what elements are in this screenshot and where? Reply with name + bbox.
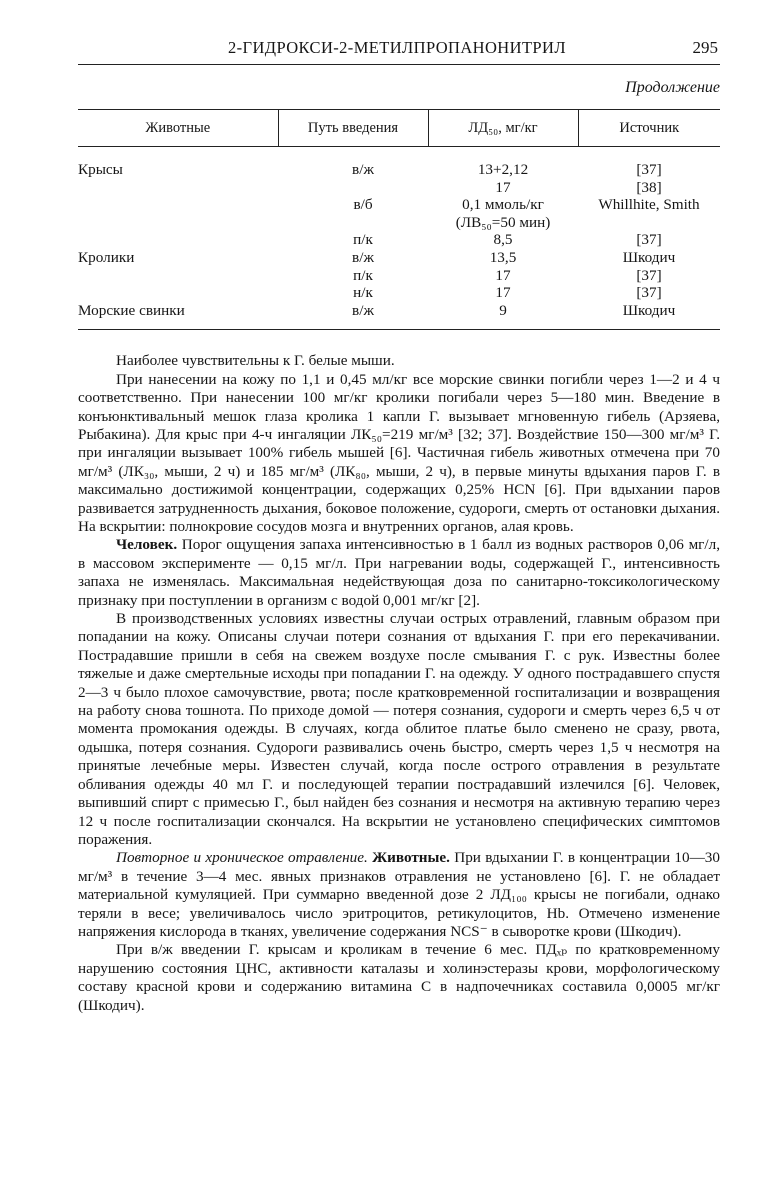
paragraph-text: Порог ощущения запаха интенсивностью в 1 балл из водных растворов 0,06 мг/л, в массовом эксперименте — 0,15 мг/л. При нагревании воды, содержащей Г., интенсивность запаха не изменялась. Максимальная недействующая доза по санитарно-токсикологическому признаку при поступлении в организм с водой 0,001 мг/кг [2]. xyxy=(78,536,720,609)
cell-ld50: (ЛВ₅₀=50 мин) xyxy=(455,213,551,231)
cell-source: [37] xyxy=(636,284,662,302)
cell-ld50: 17 xyxy=(495,266,511,284)
table-row xyxy=(78,302,720,330)
book-page xyxy=(78,34,720,1015)
cell-source: Шкодич xyxy=(622,248,676,266)
cell-animal xyxy=(78,267,278,285)
table-row xyxy=(78,196,720,214)
toxicity-table xyxy=(78,109,720,330)
cell-animal: Морские свинки xyxy=(78,301,185,319)
table-row xyxy=(78,179,720,197)
column-header-source: Источник xyxy=(578,110,720,147)
cell-source xyxy=(578,214,720,232)
paragraph xyxy=(78,536,720,610)
paragraph: При нанесении на кожу по 1,1 и 0,45 мл/кг все морские свинки погибли через 1—2 и 4 ч соответственно. При нанесении 100 мг/кг кролики погибали через 5—180 мин. Введение в конъюнктивальный мешок глаза кролика 1 капли Г. вызывает мгновенную гибель (Арзяева, Рыбакина). Для крыс при 4-ч ингаляции ЛК₅₀=219 мг/м³ [32; 37]. Воздействие 150—300 мг/м³ Г. при ингаляции вызывает 100% гибель мышей [6]. Частичная гибель животных отмечена при 70 мг/м³ (ЛК₃₀, мыши, 2 ч) и 185 мг/м³ (ЛК₈₀, мыши, 2 ч), в первые минуты вдыхания паров Г. в максимально достижимой концентрации, содержащих 0,25% HCN [6]. При вдыхании паров развивается затрудненность дыхания, боковое положение, судороги, смерть от остановки дыхания. На вскрытии: полнокровие сосудов мозга и внутренних органов, алая кровь. xyxy=(78,370,720,535)
continuation-label: Продолжение xyxy=(625,79,720,96)
cell-route: н/к xyxy=(353,284,373,302)
paragraph: Наиболее чувствительны к Г. белые мыши. xyxy=(116,352,395,370)
column-header-route: Путь введения xyxy=(278,110,428,147)
cell-source: [37] xyxy=(636,161,662,178)
cell-route: п/к xyxy=(353,231,373,249)
cell-route: в/б xyxy=(353,196,373,214)
cell-animal xyxy=(78,196,278,214)
body-text xyxy=(78,352,720,1015)
paragraph: При в/ж введении Г. крысам и кроликам в течение 6 мес. ПДₓₚ по кратковременному нарушению состояния ЦНС, активности каталазы и холинэстеразы крови, морфологическому составу красной крови и содержанию витамина С в надпочечниках составила 0,0005 мг/кг (Шкодич). xyxy=(78,941,720,1014)
cell-source: [37] xyxy=(636,266,662,284)
table-row xyxy=(78,249,720,267)
column-header-ld50: ЛД₅₀, мг/кг xyxy=(428,110,578,147)
table-row xyxy=(78,267,720,285)
table-row xyxy=(78,147,720,179)
cell-source: Шкодич xyxy=(622,301,676,319)
page-header xyxy=(78,34,720,65)
section-lead-animals: Животные. xyxy=(372,849,450,867)
cell-ld50: 0,1 ммоль/кг xyxy=(462,196,544,214)
table-header-row xyxy=(78,110,720,147)
cell-ld50: 17 xyxy=(495,178,511,196)
paragraph-text: При вдыхании Г. в концентрации 10—30 мг/м³ в течение 3—4 мес. явных признаков отравления не установлено [6]. Г. не обладает материальной кумуляцией. При суммарно введенной дозе 2 ЛД₁₀₀ крысы не погибали, однако теряли в весе; увеличивалось число эритроцитов, ретикулоцитов, Hb. Отмечено изменение напряжения кислорода в тканях, увеличение содержания NCS⁻ в сыворотке крови (Шкодич). xyxy=(78,849,720,940)
cell-ld50: 9 xyxy=(499,301,507,319)
cell-animal xyxy=(78,214,278,232)
paragraph: В производственных условиях известны случаи острых отравлений, главным образом при попадании на кожу. Описаны случаи потери сознания от вдыхания Г. при его перекачивании. Пострадавшие пришли в себя на свежем воздухе после смывания Г. с рук. Известны более тяжелые и даже смертельные исходы при попадании Г. на одежду. У одного пострадавшего спустя 2—3 ч было плохое самочувствие, рвота; после кратковременной госпитализации и возвращения на работу снова тошнота. По приходе домой — потеря сознания, судороги и смерть через 6,5 ч от момента промокания одежды. В случаях, когда облитое платье было сменено не сразу, рвота, одышка, потеря сознания. Судороги развивались очень быстро, смерть через 1,5 ч несмотря на принятые лечебные меры. Известен случай, когда после острого отравления в результате обливания одежды 40 мл Г. и последующей терапии пострадавший излечился [6]. Человек, выпивший спирт с примесью Г., был найден без сознания и несмотря на активную терапию через 12 ч после госпитализации скончался. На вскрытии не установлено специфических симптомов поражения. xyxy=(78,610,720,848)
cell-source: [37] xyxy=(636,231,662,249)
cell-source: [38] xyxy=(636,178,662,196)
running-title: 2-ГИДРОКСИ-2-МЕТИЛПРОПАНОНИТРИЛ xyxy=(228,38,566,57)
cell-animal: Крысы xyxy=(78,161,123,178)
cell-ld50: 13+2,12 xyxy=(477,161,529,178)
table-row xyxy=(78,231,720,249)
cell-source: Whillhite, Smith xyxy=(598,196,700,214)
table-row xyxy=(78,284,720,302)
cell-route: в/ж xyxy=(352,248,374,266)
table-row xyxy=(78,214,720,232)
cell-animal xyxy=(78,231,278,249)
cell-route xyxy=(278,179,428,197)
cell-ld50: 13,5 xyxy=(489,248,517,266)
paragraph xyxy=(78,849,720,941)
page-number: 295 xyxy=(692,38,718,57)
cell-ld50: 8,5 xyxy=(493,231,513,249)
section-lead-human: Человек. xyxy=(116,536,178,554)
cell-animal: Кролики xyxy=(78,248,135,266)
column-header-animals: Животные xyxy=(78,110,278,147)
cell-route: в/ж xyxy=(352,161,374,178)
cell-route: в/ж xyxy=(352,301,374,319)
section-heading-chronic: Повторное и хроническое отравление. xyxy=(116,849,368,867)
table-body xyxy=(78,147,720,330)
cell-route xyxy=(278,214,428,232)
cell-animal xyxy=(78,284,278,302)
cell-route: п/к xyxy=(353,266,373,284)
cell-animal xyxy=(78,179,278,197)
cell-ld50: 17 xyxy=(495,284,511,302)
